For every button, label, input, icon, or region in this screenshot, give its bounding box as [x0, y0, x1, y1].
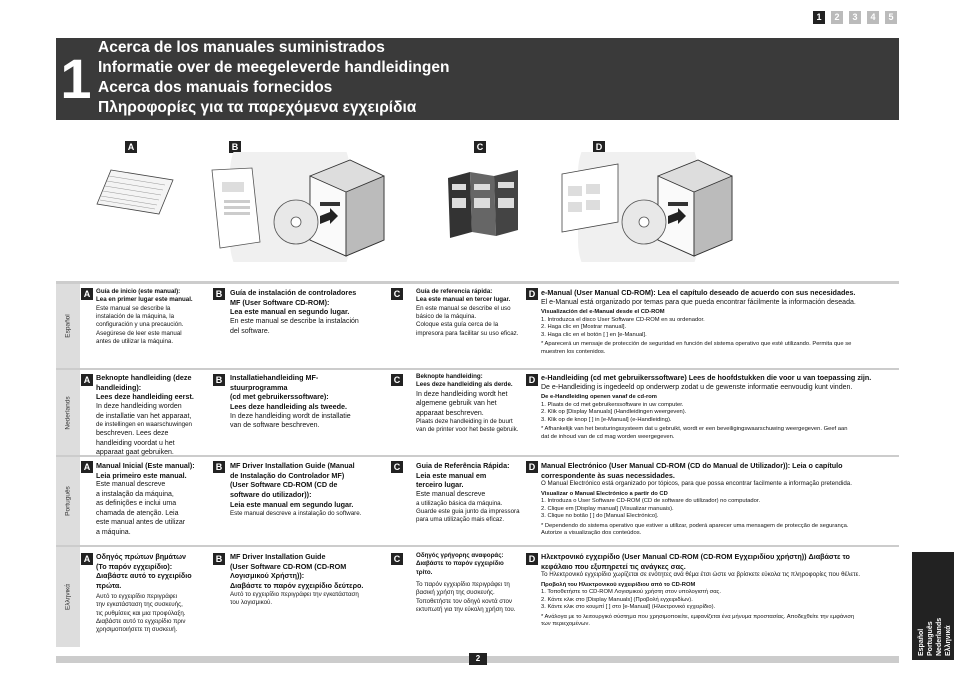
title-el: Πληροφορίες για τα παρεχόμενα εγχειρίδια — [98, 99, 417, 116]
label-a: A — [81, 553, 93, 565]
cell-c-pt: Guia de Referência Rápida: Leia este manual em terceiro lugar. Este manual descreve a utilização básica da máquina. Guarde este guia junto da impressora para uma utilização mais eficaz. — [416, 461, 520, 524]
cell-d-es: e-Manual (User Manual CD-ROM): Lea el capítulo deseado de acuerdo con sus necesidades. El e-Manual está organizado por temas para que pueda encontrar fácilmente la información deseada. Visualización del e-Manual desde el CD-ROM 1. Introduzca el disco User Software CD-ROM en su ordenador. 2. Haga clic en [Mostrar manual]. 3. Haga clic en el botón [ ] en [e-Manual]. * Aparecerá un mensaje de protección de seguridad en función del sistema operativo que esté utilizando. Permita que se muestren los contenidos. — [541, 288, 856, 355]
label-c: C — [391, 374, 403, 386]
figure-label-a: A — [125, 141, 137, 153]
side-tab-pt: Português — [927, 621, 934, 656]
label-c: C — [391, 553, 403, 565]
page-tab-5[interactable]: 5 — [885, 11, 897, 24]
label-a: A — [81, 461, 93, 473]
section-number: 1 — [60, 47, 92, 110]
cell-d-pt: Manual Electrónico (User Manual CD-ROM (CD do Manual de Utilizador)): Leia o capítulo correspondente às suas necessidades. O Manual Electrónico está organizado por tópicos, para que possa encontrar facilmente a informação pretendida. Visualizar o Manual Electrónico a partir do CD 1. Introduza o User Software CD-ROM (CD de software do utilizador) no computador. 2. Clique em [Display manual] (Visualizar manuais). 3. Clique no botão [ ] do [Manual Electrónico]. * Dependendo do sistema operativo que estiver a utilizar, poderá aparecer uma mensagem de protecção de segurança. Autorize a visualização dos conteúdos. — [541, 461, 852, 537]
figure-label-b: B — [229, 141, 241, 153]
lang-label-nl: Nederlands — [56, 370, 80, 455]
cell-a-es: Guía de inicio (este manual): Lea en primer lugar este manual. Este manual se describe la instalación de la máquina, la configuración y una precaución. Asegúrese de leer este manual antes de utilizar la máquina. — [96, 288, 193, 346]
label-d: D — [526, 461, 538, 473]
language-side-tab — [912, 552, 954, 660]
page-tab-4[interactable]: 4 — [867, 11, 879, 24]
label-b: B — [213, 288, 225, 300]
cell-a-nl: Beknopte handleiding (deze handleiding): Lees deze handleiding eerst. In deze handleiding worden de installatie van het apparaat, de instellingen en waarschuwingen beschreven. Lees deze handleiding voordat u het apparaat gaat gebruiken. — [96, 373, 194, 457]
figure-label-c: C — [474, 141, 486, 153]
quick-reference-illustration — [446, 168, 520, 240]
side-tab-nl: Nederlands — [936, 617, 943, 656]
cell-d-nl: e-Handleiding (cd met gebruikerssoftware) Lees de hoofdstukken die voor u van toepassing zijn. De e-Handleiding is ingedeeld op onderwerp zodat u de gewenste informatie eenvoudig kunt vinden. De e-Handleiding openen vanaf de cd-rom 1. Plaats de cd met gebruikerssoftware in uw computer. 2. Klik op [Display Manuals] (Handleidingen weergeven). 3. Klik op de knop [ ] in [e-Manual] (e-Handleiding). * Afhankelijk van het besturingssysteem dat u gebruikt, wordt er een beveiligingswaarschuwing weergegeven. Geef aan dat de inhoud van de cd mag worden weergegeven. — [541, 373, 872, 440]
side-tab-es: Español — [918, 628, 925, 656]
cell-b-nl: Installatiehandleiding MF- stuurprogramma (cd met gebruikerssoftware): Lees deze handleiding als tweede. In deze handleiding wordt de installatie van de software beschreven. — [230, 373, 351, 430]
cell-a-pt: Manual Inicial (Este manual): Leia primeiro este manual. Este manual descreve a instalação da máquina, as definições e inclui uma chamada de atenção. Leia este manual antes de utilizar a máquina. — [96, 461, 195, 536]
lang-label-el: Ελληνικά — [56, 547, 80, 647]
figure-label-d: D — [593, 141, 605, 153]
lang-label-pt: Português — [56, 457, 80, 545]
cell-c-es: Guía de referencia rápida: Lea este manual en tercer lugar. En este manual se describe el uso básico de la máquina. Coloque esta guía cerca de la impresora para facilitar su uso eficaz. — [416, 288, 519, 337]
cell-c-nl: Beknopte handleiding: Lees deze handleiding als derde. In deze handleiding wordt het algemene gebruik van het apparaat beschreven. Plaats deze handleiding in de buurt van de printer voor het beste gebruik. — [416, 373, 519, 434]
driver-guide-cd-illustration — [200, 152, 390, 262]
label-b: B — [213, 461, 225, 473]
title-pt: Acerca dos manuais fornecidos — [98, 79, 333, 96]
lang-label-es: Español — [56, 284, 80, 368]
label-d: D — [526, 288, 538, 300]
label-b: B — [213, 374, 225, 386]
cell-a-el: Οδηγός πρώτων βημάτων (Το παρόν εγχειρίδιο): Διαβάστε αυτό το εγχειρίδιο πρώτα. Αυτό το εγχειρίδιο περιγράφει την εγκατάσταση της συσκευής, τις ρυθμίσεις και μια προφύλαξη. Διαβάστε αυτό το εγχειρίδιο πριν χρησιμοποιήσετε τη συσκευή. — [96, 552, 192, 634]
label-a: A — [81, 288, 93, 300]
label-d: D — [526, 553, 538, 565]
cell-b-es: Guía de instalación de controladores MF (User Software CD-ROM): Lea este manual en segundo lugar. En este manual se describe la instalación del software. — [230, 288, 359, 335]
cell-d-el: Ηλεκτρονικό εγχειρίδιο (User Manual CD-ROM (CD-ROM Εγχειριδίου χρήστη)) Διαβάστε το κεφάλαιο που εξυπηρετεί τις ανάγκες σας. Το Ηλεκτρονικό εγχειρίδιο χωρίζεται σε ενότητες ανά θέμα έτσι ώστε να βρίσκετε εύκολα τις πληροφορίες που θέλετε. Προβολή του Ηλεκτρονικού εγχειρίδιου από το CD-ROM 1. Τοποθετήστε το CD-ROM Λογισμικού χρήστη στον υπολογιστή σας. 2. Κάντε κλικ στο [Display Manuals] (Προβολή εγχειριδίων). 3. Κάντε κλικ στο κουμπί [ ] στο [e-Manual] (Ηλεκτρονικό εγχειρίδιο). * Ανάλογα με το λειτουργικό σύστημα που χρησιμοποιείτε, εμφανίζεται ένα μήνυμα προστασίας. Αποδεχθείτε την εμφάνιση των περιεχομένων. — [541, 552, 861, 628]
cell-c-el: Οδηγός γρήγορης αναφοράς: Διαβάστε το παρόν εγχειρίδιο τρίτο. Το παρόν εγχειρίδιο περιγράφει τη βασική χρήση της συσκευής. Τοποθετήστε τον οδηγό κοντά στον εκτυπωτή για την εύκολη χρήση του. — [416, 552, 516, 614]
cell-b-el: MF Driver Installation Guide (User Software CD-ROM (CD-ROM Λογισμικού Χρήστη)): Διαβάστε το παρόν εγχειρίδιο δεύτερο. Αυτό το εγχειρίδιο περιγράφει την εγκατάσταση του λογισμικού. — [230, 552, 364, 607]
page-number: 2 — [469, 653, 487, 665]
title-es: Acerca de los manuales suministrados — [98, 39, 385, 56]
e-manual-cd-illustration — [548, 152, 738, 262]
title-nl: Informatie over de meegeleverde handleidingen — [98, 59, 450, 76]
label-b: B — [213, 553, 225, 565]
cell-b-pt: MF Driver Installation Guide (Manual de Instalação do Controlador MF) (User Software CD-ROM (CD de software do utilizador)): Leia este manual em segundo lugar. Este manual descreve a instalação do software. — [230, 461, 362, 517]
label-a: A — [81, 374, 93, 386]
label-c: C — [391, 288, 403, 300]
side-tab-el: Ελληνικά — [945, 625, 952, 656]
section-header — [56, 38, 899, 120]
page-tab-3[interactable]: 3 — [849, 11, 861, 24]
page-tab-1[interactable]: 1 — [813, 11, 825, 24]
page-tab-2[interactable]: 2 — [831, 11, 843, 24]
label-c: C — [391, 461, 403, 473]
getting-started-illustration — [95, 168, 175, 216]
label-d: D — [526, 374, 538, 386]
